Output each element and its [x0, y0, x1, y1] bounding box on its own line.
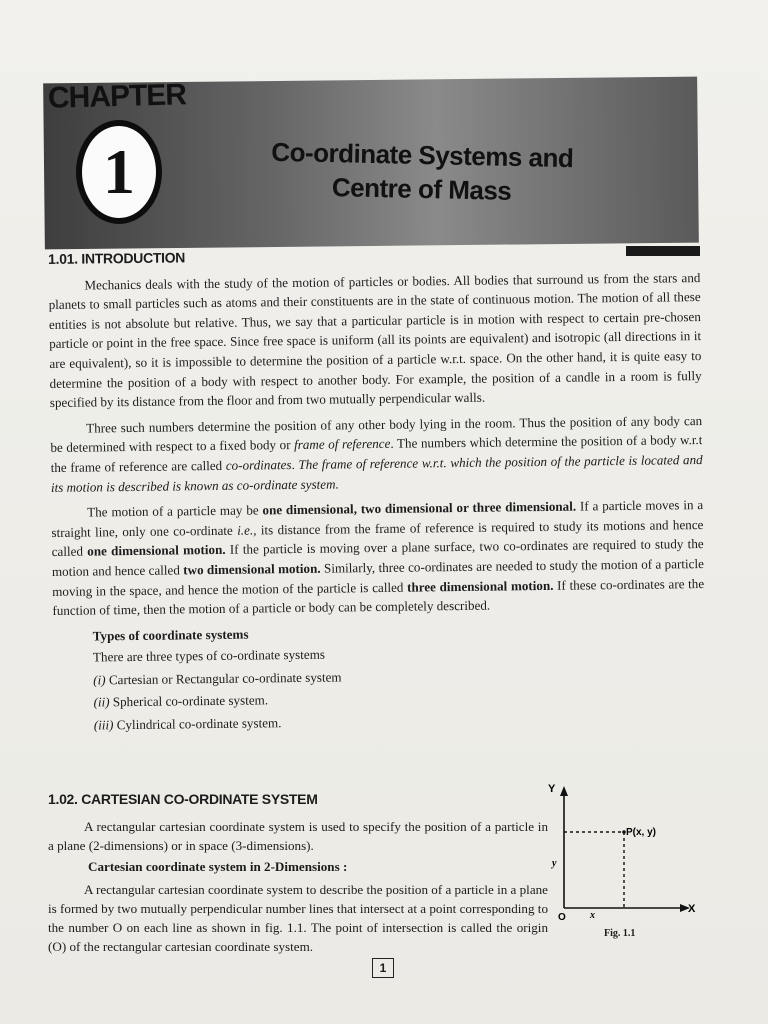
x-distance-label: x — [590, 910, 595, 921]
text-run: The motion of a particle may be — [87, 502, 263, 520]
point-label: P(x, y) — [626, 827, 657, 838]
page-number: 1 — [372, 958, 394, 978]
italic-term: co-ordinates — [225, 456, 292, 473]
italic-definition: The frame of reference w.r.t. which the position of the particle is located and its motion is described is known as co-ordinate system. — [50, 451, 703, 495]
list-text: Cartesian or Rectangular co-ordinate system — [105, 669, 342, 688]
paragraph — [51, 495, 704, 621]
text-run: . — [291, 456, 299, 472]
chapter-label: CHAPTER — [47, 78, 187, 115]
section-heading: 1.01. INTRODUCTION — [48, 249, 186, 267]
text-run: If the particle is moving over a plane surface, two co-ordinates are required to study the motion and hence called — [51, 536, 704, 579]
list-number: (iii) — [93, 717, 114, 733]
text-run: If these co-ordinates are the function of time, then the motion of a particle or body can be completely described. — [52, 575, 705, 619]
paragraph: A rectangular cartesian coordinate system is used to specify the position of a particle in a plane (2-dimensions) or in space (3-dimensions). — [48, 819, 548, 853]
list-text: Cylindrical co-ordinate system. — [113, 715, 282, 733]
section-cartesian — [48, 790, 548, 958]
y-axis-arrow-icon — [560, 786, 568, 796]
text-run: its distance from the frame of reference is required to study its motions and hence called — [51, 516, 704, 560]
text-run: Three such numbers determine the position of any other body lying in the room. Thus the position of any body can be determined with respect to a fixed body or — [50, 412, 703, 456]
list-number: (i) — [93, 672, 106, 688]
paragraph: A rectangular cartesian coordinate system to describe the position of a particle in a plane is formed by two mutually perpendicular number lines that intersect at a point corresponding to the number O on each line as shown in fig. 1.1. The point of intersection is called the origin (O) of the rectangular cartesian coordinate system. — [48, 882, 548, 954]
text-run: Similarly, three co-ordinates are needed to study the motion of a particle moving in the space, and hence the motion of the particle is called — [52, 555, 704, 599]
bold-term: one dimensional motion. — [87, 542, 226, 559]
bold-term: one dimensional, two dimensional or three dimensional. — [262, 498, 577, 518]
list-number: (ii) — [93, 694, 110, 710]
italic-term: i.e., — [237, 522, 257, 538]
types-intro: There are three types of co-ordinate systems — [92, 646, 326, 665]
figure-caption: Fig. 1.1 — [604, 928, 636, 939]
paragraph: Mechanics deals with the study of the motion of particles or bodies. All bodies that surround us from the stars and planets to small particles such as atoms and their constituents are in the state of continuous motion. The motion of all these entities is not absolute but relative. Thus, we say that a particular particle is in motion with respect to certain pre-chosen particle or point in the free space. Since free space is uniform (all its points are equivalent) and isotropic (all directions in it are equivalent), so it is impossible to determine the position of a particle w.r.t. space. On the other hand, it is quite easy to determine the position of a body with respect to another body. For example, the position of a candle in a room is fully specified by its distance from the floor and from two mutually perpendicular walls. — [48, 269, 702, 411]
list-item — [94, 708, 706, 735]
origin-label: O — [558, 912, 566, 923]
bold-term: two dimensional motion. — [183, 560, 321, 578]
section-introduction — [48, 242, 706, 739]
italic-term: frame of reference — [293, 436, 391, 453]
text-run: If a particle moves in a straight line, only one co-ordinate — [51, 497, 704, 540]
figure-cartesian-axes — [548, 780, 708, 940]
y-axis-label: Y — [548, 783, 556, 795]
y-distance-label: y — [552, 858, 557, 869]
chapter-title — [231, 134, 612, 210]
text-run: . The numbers which determine the position of a body w.r.t the frame of reference are called — [50, 432, 703, 475]
bold-term: three dimensional motion. — [406, 577, 554, 595]
chapter-number: 1 — [76, 120, 162, 224]
section-heading: 1.02. CARTESIAN CO-ORDINATE SYSTEM — [48, 791, 318, 807]
list-text: Spherical co-ordinate system. — [109, 692, 269, 710]
chapter-title-line2: Centre of Mass — [331, 172, 512, 206]
paragraph — [50, 411, 703, 497]
sub-heading: Cartesian coordinate system in 2-Dimensions : — [88, 859, 348, 874]
chapter-title-line1: Co-ordinate Systems and — [271, 136, 574, 174]
types-heading: Types of coordinate systems — [92, 626, 249, 644]
x-axis-label: X — [688, 903, 696, 915]
